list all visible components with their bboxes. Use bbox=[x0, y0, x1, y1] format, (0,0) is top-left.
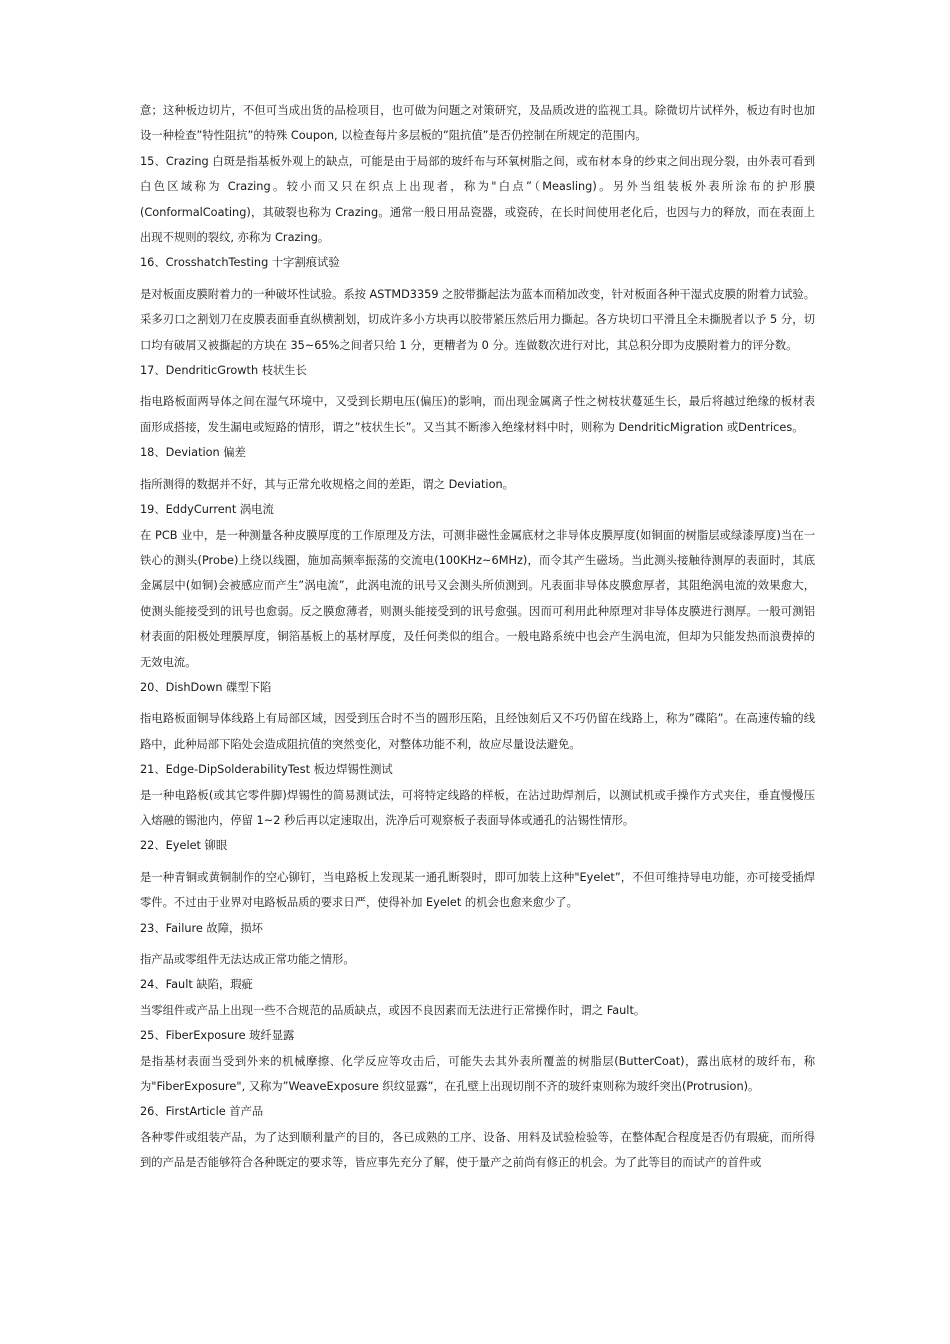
paragraph: 当零组件或产品上出现一些不合规范的品质缺点，或因不良因素而无法进行正常操作时，谓之 Fault。 bbox=[140, 1003, 646, 1017]
paragraph: 指所测得的数据并不好，其与正常允收规格之间的差距，谓之 Deviation。 bbox=[140, 477, 514, 491]
section-heading: 18、Deviation 偏差 bbox=[140, 446, 246, 460]
paragraph: 各种零件或组装产品，为了达到顺利量产的目的，各已成熟的工序、设备、用料及试验检验等，在整体配合程度是否仍有瑕疵，而所得到的产品是否能够符合各种既定的要求等，皆应事先充分了解，使于量产之前尚有修正的机会。为了此等目的而试产的首件或 bbox=[140, 1130, 815, 1170]
section-heading: 19、EddyCurrent 涡电流 bbox=[140, 503, 274, 517]
section-heading: 26、FirstArticle 首产品 bbox=[140, 1105, 264, 1119]
document-body bbox=[140, 98, 815, 1176]
paragraph: 15、Crazing 白斑是指基板外观上的缺点，可能是由于局部的玻纤布与环氧树脂之间，或布材本身的纱束之间出现分裂，由外表可看到白色区域称为 Crazing。较小而又只在织点上出现者，称为"白点”（Measling)。另外当组装板外表所涂布的护形膜(ConformalCoating)，其破裂也称为 Crazing。通常一般日用品瓷器，或瓷砖，在长时间使用老化后，也因与力的释放，而在表面上出现不规则的裂纹, 亦称为 Crazing。 bbox=[140, 154, 815, 245]
section-heading: 22、Eyelet 铆眼 bbox=[140, 839, 228, 853]
paragraph: 意；这种板边切片，不但可当成出货的品检项目，也可做为问题之对策研究，及品质改进的监视工具。除微切片试样外，板边有时也加设一种检查”特性阻抗”的特殊 Coupon, 以检查每片多层板的”阻抗值”是否仍控制在所规定的范围内。 bbox=[140, 104, 815, 143]
section-heading: 20、DishDown 碟型下陷 bbox=[140, 680, 272, 694]
section-heading: 24、Fault 缺陷，瑕疵 bbox=[140, 978, 253, 992]
paragraph: 指电路板面两导体之间在湿气环境中，又受到长期电压(偏压)的影响，而出现金属离子性之树枝状蔓延生长，最后将越过绝缘的板材表面形成搭接，发生漏电或短路的情形，谓之”枝状生长”。又当其不断渗入绝缘材料中时，则称为 DendriticMigration 或Dentrices。 bbox=[140, 395, 815, 434]
section-heading: 25、FiberExposure 玻纤显露 bbox=[140, 1029, 295, 1043]
section-heading: 16、CrosshatchTesting 十字割痕试验 bbox=[140, 256, 340, 270]
paragraph: 是指基材表面当受到外来的机械摩擦、化学反应等攻击后，可能失去其外表所覆盖的树脂层(ButterCoat)，露出底材的玻纤布，称为"FiberExposure", 又称为”WeaveExposure 织纹显露”，在孔壁上出现切削不齐的玻纤束则称为玻纤突出(Protrusion)。 bbox=[140, 1054, 815, 1094]
section-heading: 23、Failure 故障，损坏 bbox=[140, 921, 263, 935]
paragraph: 指产品或零组件无法达成正常功能之情形。 bbox=[140, 953, 355, 966]
paragraph: 指电路板面铜导体线路上有局部区域，因受到压合时不当的圆形压陷，且经蚀刻后又不巧仍留在线路上，称为”碟陷”。在高速传输的线路中，此种局部下陷处会造成阻抗值的突然变化，对整体功能不利，故应尽量设法避免。 bbox=[140, 712, 815, 751]
section-heading: 21、Edge-DipSolderabilityTest 板边焊锡性测试 bbox=[140, 763, 393, 777]
paragraph: 是一种青铜或黄铜制作的空心铆钉，当电路板上发现某一通孔断裂时，即可加装上这种"Eyelet”，不但可维持导电功能，亦可接受插焊零件。不过由于业界对电路板品质的要求日严，使得补加 Eyelet 的机会也愈来愈少了。 bbox=[140, 870, 815, 910]
paragraph: 是一种电路板(或其它零件脚)焊锡性的简易测试法，可将特定线路的样板，在沾过助焊剂后，以测试机或手操作方式夹住，垂直慢慢压入熔融的锡池内，停留 1~2 秒后再以定速取出，洗净后可观察板子表面导体或通孔的沾锡性情形。 bbox=[140, 788, 815, 827]
section-heading: 17、DendriticGrowth 枝状生长 bbox=[140, 364, 307, 378]
paragraph: 是对板面皮膜附着力的一种破坏性试验。系按 ASTMD3359 之胶带撕起法为蓝本而稍加改变，针对板面各种干湿式皮膜的附着力试验。采多刃口之割划刀在皮膜表面垂直纵横割划，切成许多小方块再以胶带紧压然后用力撕起。各方块切口平滑且全未撕脱者以予 5 分，切口均有破屑又被撕起的方块在 35~65%之间者只给 1 分，更糟者为 0 分。连做数次进行对比，其总积分即为皮膜附着力的评分数。 bbox=[140, 287, 815, 352]
paragraph: 在 PCB 业中，是一种测量各种皮膜厚度的工作原理及方法，可测非磁性金属底材之非导体皮膜厚度(如铜面的树脂层或绿漆厚度)当在一铁心的测头(Probe)上绕以线圈，施加高频率振荡的交流电(100KHz~6MHz)，而令其产生磁场。当此测头接触待测厚的表面时，其底金属层中(如铜)会被感应而产生”涡电流”，此涡电流的讯号又会测头所侦测到。凡表面非导体皮膜愈厚者，其阻绝涡电流的效果愈大，使测头能接受到的讯号也愈弱。反之膜愈薄者，则测头能接受到的讯号愈强。因而可利用此种原理对非导体皮膜进行测厚。一般可测铝材表面的阳极处理膜厚度，铜箔基板上的基材厚度，及任何类似的组合。一般电路系统中也会产生涡电流，但却为只能发热而浪费掉的无效电流。 bbox=[140, 528, 815, 669]
